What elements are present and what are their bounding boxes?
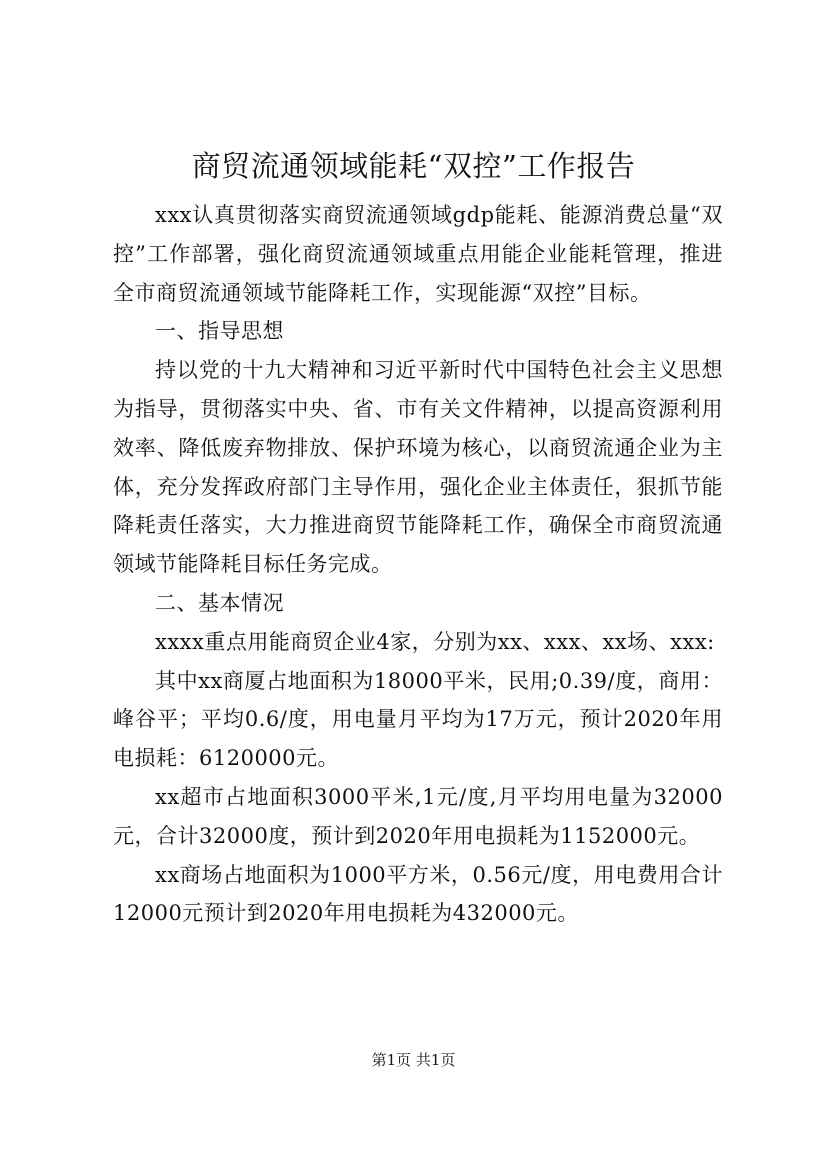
section-heading-guiding-ideology: 一、指导思想 <box>155 319 284 344</box>
page-footer: 第1页 共1页 <box>371 1051 456 1069</box>
document-title: 商贸流通领域能耗“双控”工作报告 <box>191 149 636 183</box>
mall-a-paragraph: 其中xx商厦占地面积为18000平米，民用;0.39/度，商用：峰谷平；平均0.6/度，用电量月平均为17万元，预计2020年用电损耗：6120000元。 <box>113 668 723 771</box>
mall-b-paragraph: xx商场占地面积为1000平方米，0.56元/度，用电费用合计12000元预计到2020年用电损耗为432000元。 <box>113 862 723 926</box>
intro-paragraph: xxx认真贯彻落实商贸流通领域gdp能耗、能源消费总量“双控”工作部署，强化商贸流通领域重点用能企业能耗管理，推进全市商贸流通领域节能降耗工作，实现能源“双控”目标。 <box>113 203 723 305</box>
guiding-ideology-paragraph: 持以党的十九大精神和习近平新时代中国特色社会主义思想为指导，贯彻落实中央、省、市有关文件精神，以提高资源利用效率、降低废弃物排放、保护环境为核心，以商贸流通企业为主体，充分发挥政府部门主导作用，强化企业主体责任，狠抓节能降耗责任落实，大力推进商贸节能降耗工作，确保全市商贸流通领域节能降耗目标任务完成。 <box>113 358 723 577</box>
document-body <box>113 196 723 933</box>
enterprise-list-paragraph: xxxx重点用能商贸企业4家，分别为xx、xxx、xx场、xxx: <box>155 629 715 654</box>
section-heading-basic-situation: 二、基本情况 <box>155 590 284 615</box>
supermarket-paragraph: xx超市占地面积3000平米,1元/度,月平均用电量为32000元，合计32000度，预计到2020年用电损耗为1152000元。 <box>113 784 723 848</box>
